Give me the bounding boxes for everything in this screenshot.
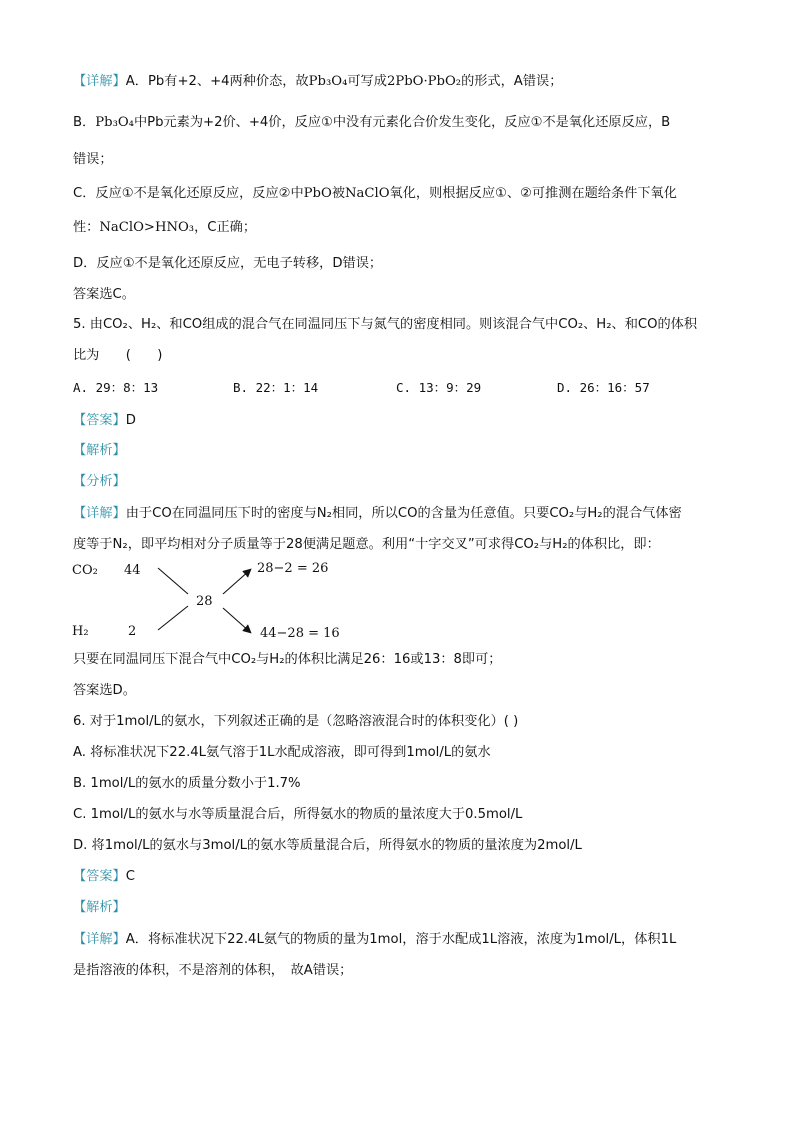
detail-tag: 【详解】 (73, 932, 126, 947)
q5-answer-line: 答案选D。 (73, 683, 136, 698)
cross-line-down (158, 568, 188, 594)
text: 中Pb元素为+2价、+4价，反应①中没有元素化合价发生变化，反应①不是氧化还原反应，B (133, 115, 671, 130)
answer-tag: 【答案】 (73, 413, 126, 428)
text: A．将标准状况下22.4L氨气的物质的量为1mol，溶于水配成1L溶液，浓度为1mol/L，体积1L (125, 932, 677, 947)
top-result: 28−2 = 26 (257, 561, 329, 576)
formula-pbo: PbO (303, 186, 332, 201)
h2-label: H₂ (72, 624, 89, 639)
q6-detail-line1 (73, 930, 676, 950)
q5-answer (73, 411, 136, 431)
q5-stem: 5. 由CO₂、H₂、和CO组成的混合气在同温同压下与氮气的密度相同。则该混合气中CO₂、H₂、和CO的体积 (73, 317, 698, 332)
q6-detail-line2: 是指溶液的体积，不是溶剂的体积， 故A错误； (73, 963, 353, 978)
formula-naclo-hno3: NaClO>HNO₃ (99, 220, 195, 235)
q5-analysis-tag: 【解析】 (73, 443, 126, 458)
q5-detail-line2: 度等于N₂，即平均相对分子质量等于28便满足题意。利用“十字交叉”可求得CO₂与H₂的体积比，即： (73, 537, 660, 552)
text: 可写成 (347, 74, 387, 89)
q6-stem: 6. 对于1mol/L的氨水，下列叙述正确的是（忽略溶液混合时的体积变化）( ) (73, 714, 519, 729)
q4-b-line (73, 113, 670, 133)
q4-b-cont: 错误； (73, 152, 113, 167)
formula-pb3o4: Pb₃O₄ (95, 115, 134, 130)
q5-detail-line1 (73, 504, 682, 524)
answer-value: C (125, 869, 135, 884)
q5-option-a: A. 29：8：13 (73, 380, 159, 395)
arrow-up (223, 570, 250, 594)
q4-d-line: D．反应①不是氧化还原反应，无电子转移，D错误； (73, 256, 383, 271)
text: ，C正确； (194, 220, 257, 235)
q6-option-b: B. 1mol/L的氨水的质量分数小于1.7% (73, 776, 301, 791)
text: 的形式，A错误； (461, 74, 563, 89)
text: B． (73, 115, 96, 130)
q5-conclusion: 只要在同温同压下混合气中CO₂与H₂的体积比满足26：16或13：8即可； (73, 652, 502, 667)
formula-2pbo-pbo2: 2PbO·PbO₂ (386, 74, 462, 89)
bottom-result: 44−28 = 16 (260, 626, 340, 641)
q5-fenxi-tag: 【分析】 (73, 474, 126, 489)
option-a-text: A．Pb有+2、+4两种价态，故 (125, 74, 309, 89)
q4-answer-line: 答案选C。 (73, 287, 135, 302)
q6-option-a: A. 将标准状况下22.4L氨气溶于1L水配成溶液，即可得到1mol/L的氨水 (73, 745, 491, 760)
detail-tag: 【详解】 (73, 506, 126, 521)
formula-pb3o4: Pb₃O₄ (308, 74, 348, 89)
q5-option-d: D. 26：16：57 (557, 380, 650, 395)
text: 氧化，则根据反应①、②可推测在题给条件下氧化 (389, 186, 677, 201)
arrow-down (223, 608, 250, 632)
q6-option-d: D. 将1mol/L的氨水与3mol/L的氨水等质量混合后，所得氨水的物质的量浓度为2mol/L (73, 838, 582, 853)
text: 被 (331, 186, 345, 201)
q4-c-cont (73, 218, 256, 238)
q5-option-c: C. 13：9：29 (396, 380, 482, 395)
co2-label: CO₂ (72, 563, 98, 578)
h2-value: 2 (128, 624, 137, 639)
answer-value: D (125, 413, 136, 428)
q6-analysis-tag: 【解析】 (73, 900, 126, 915)
q6-answer (73, 867, 135, 887)
text: C．反应①不是氧化还原反应，反应②中 (73, 186, 304, 201)
answer-tag: 【答案】 (73, 869, 126, 884)
text: 性： (73, 220, 100, 235)
cross-line-up (158, 606, 188, 630)
formula-naclo: NaClO (345, 186, 390, 201)
detail-tag: 【详解】 (73, 74, 126, 89)
center-value: 28 (196, 594, 213, 609)
q5-option-b: B. 22：1：14 (233, 380, 319, 395)
q4-a-line (73, 72, 562, 92)
text: 由于CO在同温同压下时的密度与N₂相同，所以CO的含量为任意值。只要CO₂与H₂的混合气体密 (125, 506, 682, 521)
q4-c-line (73, 184, 677, 204)
q5-stem-cont: 比为 ( ) (73, 348, 163, 363)
cross-diagram (70, 556, 370, 646)
co2-value: 44 (124, 563, 141, 578)
q6-option-c: C. 1mol/L的氨水与水等质量混合后，所得氨水的物质的量浓度大于0.5mol/L (73, 807, 523, 822)
